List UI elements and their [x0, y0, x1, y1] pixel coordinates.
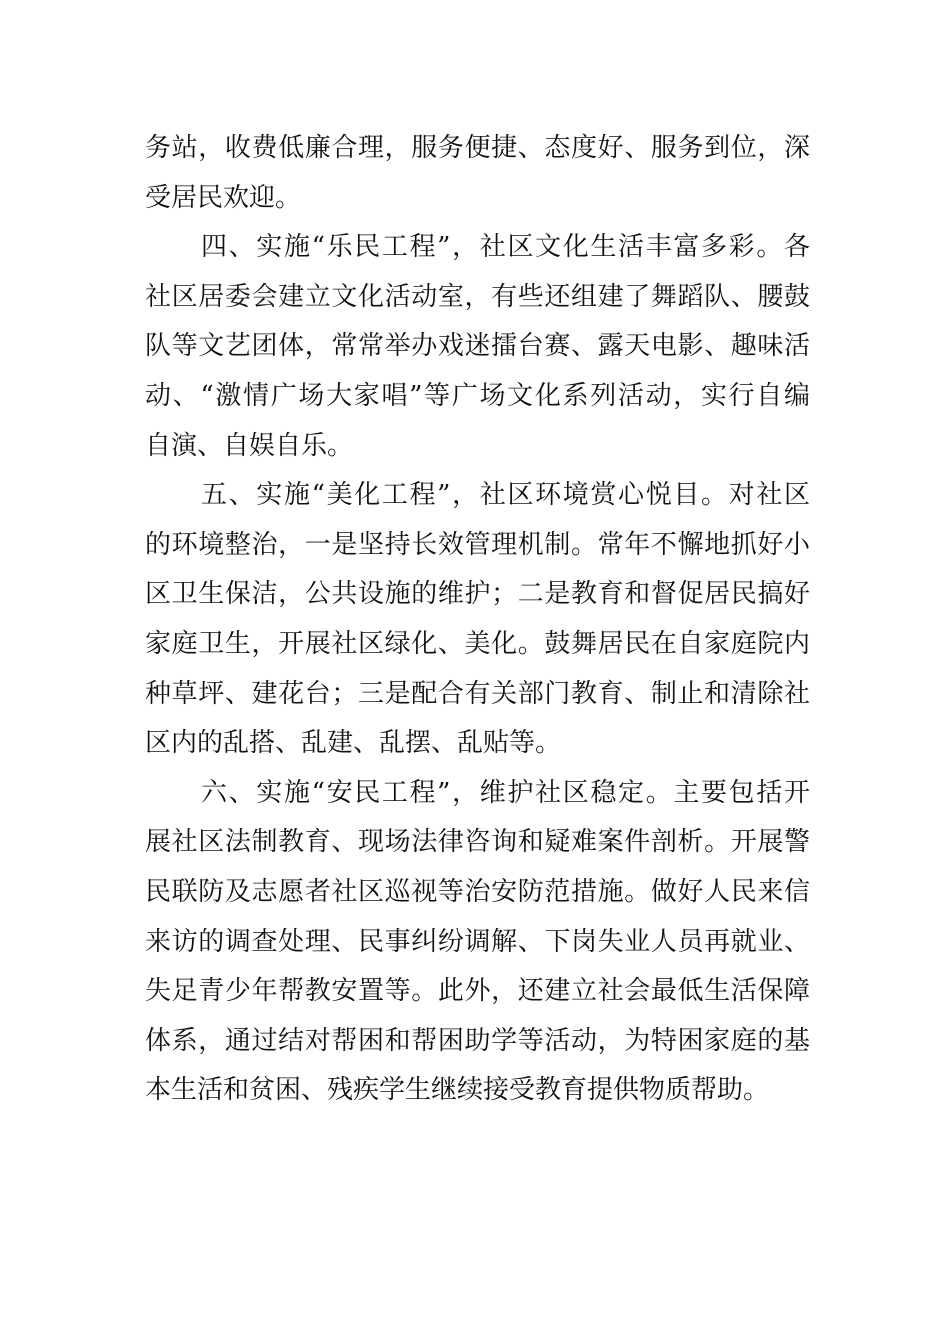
text-line: 自演、自娱自乐。 [145, 430, 354, 461]
text-line: 区卫生保洁，公共设施的维护；二是教育和督促居民搞好 [145, 579, 810, 610]
text-line: 六、实施“安民工程”，维护社区稳定。主要包括开 [201, 777, 810, 808]
text-line: 务站，收费低廉合理，服务便捷、态度好、服务到位，深 [145, 133, 810, 163]
text-line: 区内的乱搭、乱建、乱摆、乱贴等。 [145, 728, 562, 759]
text-line: 民联防及志愿者社区巡视等治安防范措施。做好人民来信 [145, 876, 810, 907]
text-line: 失足青少年帮教安置等。此外，还建立社会最低生活保障 [145, 976, 810, 1007]
text-line: 动、“激情广场大家唱”等广场文化系列活动，实行自编 [145, 380, 810, 411]
text-line: 种草坪、建花台；三是配合有关部门教育、制止和清除社 [145, 678, 810, 709]
text-line: 本生活和贫困、残疾学生继续接受教育提供物质帮助。 [145, 1075, 770, 1106]
text-line: 四、实施“乐民工程”，社区文化生活丰富多彩。各 [201, 232, 810, 263]
paragraph-continuation [145, 124, 810, 223]
text-line: 五、实施“美化工程”，社区环境赏心悦目。对社区 [201, 480, 810, 511]
text-line: 展社区法制教育、现场法律咨询和疑难案件剖析。开展警 [145, 827, 810, 858]
text-line: 的环境整治，一是坚持长效管理机制。常年不懈地抓好小 [145, 529, 810, 560]
text-line: 社区居委会建立文化活动室，有些还组建了舞蹈队、腰鼓 [145, 281, 810, 312]
text-line: 受居民欢迎。 [145, 182, 302, 213]
text-line: 体系，通过结对帮困和帮困助学等活动，为特困家庭的基 [145, 1025, 810, 1056]
document-body [145, 124, 810, 1116]
paragraph-four [145, 223, 810, 471]
paragraph-six [145, 769, 810, 1116]
text-line: 来访的调查处理、民事纠纷调解、下岗失业人员再就业、 [145, 926, 810, 957]
text-line: 家庭卫生，开展社区绿化、美化。鼓舞居民在自家庭院内 [145, 628, 810, 659]
text-line: 队等文艺团体，常常举办戏迷擂台赛、露天电影、趣味活 [145, 331, 810, 362]
paragraph-five [145, 471, 810, 769]
